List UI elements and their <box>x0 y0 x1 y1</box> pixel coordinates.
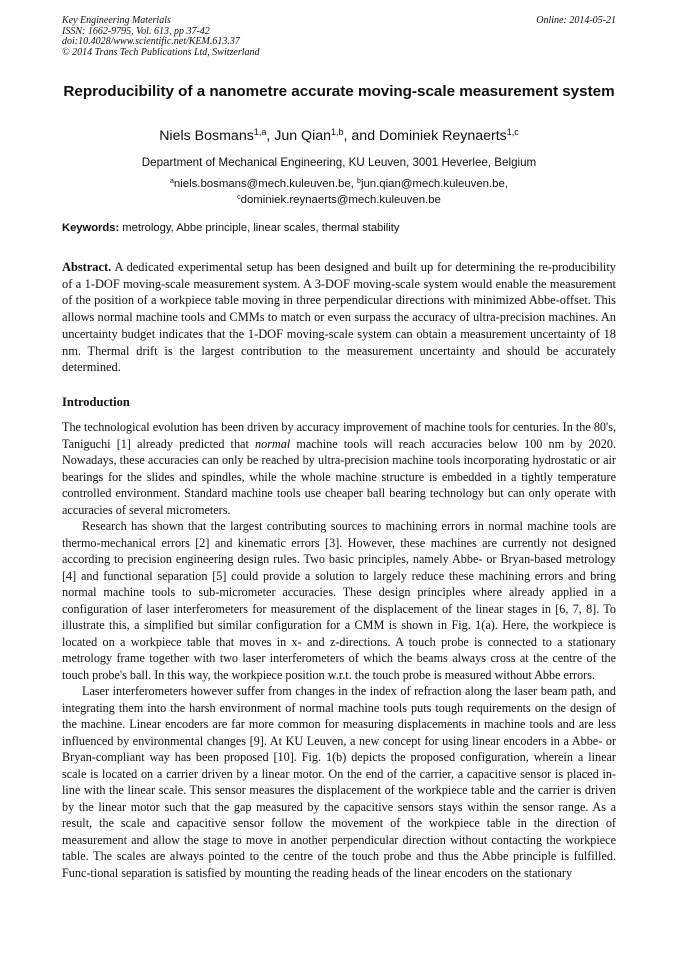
email-superscript: c <box>237 193 241 201</box>
paragraph: Laser interferometers however suffer from changes in the index of refraction along the laser beam path, and integrating them into the harsh environment of normal machine tools puts tough requirements on the design of the machine. Linear encoders are far more common for measuring displacements in machine tools and are less influenced by environmental changes [9]. At KU Leuven, a new concept for using linear encoders in a Abbe- or Bryan-compliant way has been proposed [10]. Fig. 1(b) depicts the proposed configuration, wherein a linear scale is located on a carrier driven by a linear motor. On the end of the carrier, a capacitive sensor is placed in-line with the linear scale. This sensor measures the displacement of the workpiece table and the carrier is driven by the linear motor such that the gap measured by the capacitive sensors stays within the sensor range. As a result, the scale and capacitive sensor follow the movement of the workpiece table in the direction of measurement and allow the stage to move in another perpendicular direction without contacting the workpiece table. The scales are always pointed to the centre of the touch probe and thus the Abbe principle is fulfilled. Func-tional separation is satisfied by mounting the reading heads of the linear encoders on the stationary <box>62 684 616 880</box>
doi-line: doi:10.4028/www.scientific.net/KEM.613.37 <box>62 36 240 48</box>
emphasis-text: normal <box>255 436 291 451</box>
author-list <box>62 127 616 145</box>
paragraph-text: machine tools will reach accuracies below 100 nm by 2020. Nowadays, these accuracies can only be reached by ultra-precision machine tools incorporating hydrostatic or air bearings for the slides and spindles, while the whole machine structure is embedded in a tightly temperature controlled environment. Standard machine tools use cheaper ball bearing technology but can only operate with accuracies of several micrometers. <box>62 436 617 517</box>
author-superscript: 1,b <box>331 127 344 137</box>
keywords <box>62 221 616 235</box>
email-line <box>62 177 616 193</box>
paragraph-text: The technological evolution has been driven by accuracy improvement of machine tools for centuries. In the 80's, Taniguchi [1] already predicted that <box>62 420 616 451</box>
email-address: niels.bosmans@mech.kuleuven.be, <box>173 178 358 190</box>
author-superscript: 1,a <box>253 127 267 137</box>
abstract-text: A dedicated experimental setup has been designed and built up for determining the re-producibility of a 1-DOF moving-scale measurement system. A 3-DOF moving-scale system would enable the measurement of the position of a workpiece table moving in three perpendicular directions with minimized Abbe-offset. This allows normal machine tools and CMMs to match or even surpass the accuracy of ultra-precision machines. An uncertainty budget indicates that the 1-DOF moving-scale system can obtain a measurement uncertainty of 18 nm. Thermal drift is the largest contribution to the measurement uncertainty and should be accurately determined. <box>62 260 616 375</box>
email-block <box>62 177 616 208</box>
section-heading-introduction: Introduction <box>62 395 130 409</box>
online-date: Online: 2014-05-21 <box>536 15 616 26</box>
author-superscript: 1,c <box>506 127 519 137</box>
email-address: jun.qian@mech.kuleuven.be, <box>360 178 509 190</box>
journal-name: Key Engineering Materials <box>62 15 171 26</box>
body-text <box>62 419 616 881</box>
email-line <box>62 193 616 209</box>
keywords-label: Keywords: <box>62 222 120 234</box>
author-name: Dominiek Reynaerts <box>379 128 507 144</box>
issn-line: ISSN: 1662-9795, Vol. 613, pp 37-42 <box>62 25 210 37</box>
author-name: Niels Bosmans <box>159 128 254 144</box>
email-address: dominiek.reynaerts@mech.kuleuven.be <box>240 193 441 206</box>
abstract-label: Abstract. <box>62 260 112 274</box>
paragraph <box>62 419 616 518</box>
email-superscript: a <box>169 178 174 185</box>
email-superscript: b <box>357 178 361 185</box>
affiliation: Department of Mechanical Engineering, KU Leuven, 3001 Heverlee, Belgium <box>141 156 537 169</box>
author-name: Jun Qian <box>274 128 332 144</box>
paragraph: Research has shown that the largest contributing sources to machining errors in normal machine tools are thermo-mechanical errors [2] and kinematic errors [3]. However, these machines are currently not designed according to precision engineering design rules. Two basic principles, namely Abbe- or Bryan-based metrology [4] and functional separation [5] could provide a solution to largely reduce these machining errors and bring normal machine tools to sub-micrometer accuracies. These design principles where already applied in a configuration of laser interferometers for measurement of the displacement of the linear stages in [6, 7, 8]. To illustrate this, a simplified but similar configuration for a CMM is shown in Fig. 1(a). Here, the workpiece is located on a workpiece table that moves in x- and z-directions. A touch probe is connected to a stationary metrology frame together with two laser interferometers of which the beams always cross at the centre of the touch probe's ball. In this way, the workpiece position w.r.t. the touch probe is measured without Abbe errors. <box>62 519 616 682</box>
journal-header <box>62 16 616 58</box>
keywords-text: metrology, Abbe principle, linear scales, thermal stability <box>119 222 400 234</box>
author-separator: , <box>266 128 275 144</box>
copyright-line: © 2014 Trans Tech Publications Ltd, Switzerland <box>62 46 260 58</box>
author-separator: , and <box>343 128 380 144</box>
abstract <box>62 259 616 376</box>
paper-title: Reproducibility of a nanometre accurate moving-scale measurement system <box>63 83 615 100</box>
